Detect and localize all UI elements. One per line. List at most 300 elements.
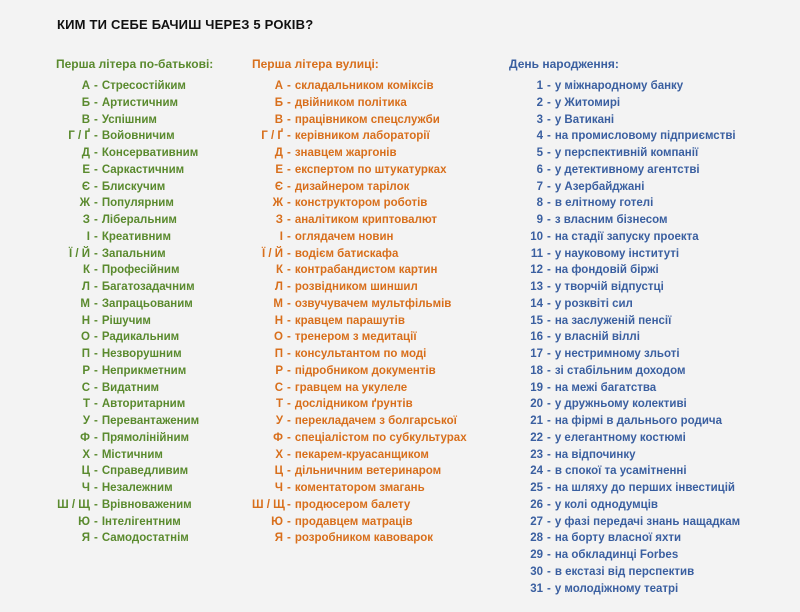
item-value: у перспективній компанії xyxy=(554,147,699,159)
item-value: на фірмі в дальнього родича xyxy=(554,415,722,427)
item-value: у нестримному зльоті xyxy=(554,348,680,360)
list-item xyxy=(252,279,467,296)
list-item xyxy=(252,329,467,346)
list-item xyxy=(56,480,213,497)
item-value: Блискучим xyxy=(101,180,166,193)
item-value: керівником лабораторії xyxy=(294,130,430,143)
list-item xyxy=(252,396,467,413)
item-key: М xyxy=(273,297,283,310)
item-value: на відпочинку xyxy=(554,448,636,461)
item-value: двійником політика xyxy=(294,96,407,109)
item-value: у детективному агентстві xyxy=(554,163,700,176)
list-item xyxy=(509,279,740,296)
item-key: Є xyxy=(274,180,283,193)
list-item xyxy=(56,430,213,447)
item-separator: - xyxy=(94,264,98,277)
item-separator: - xyxy=(94,381,98,394)
list-item xyxy=(252,296,467,313)
list-item xyxy=(509,246,740,263)
item-key: 5 xyxy=(536,147,543,159)
item-separator: - xyxy=(94,398,98,411)
list-item xyxy=(509,262,740,279)
item-key: В xyxy=(81,113,90,126)
item-separator: - xyxy=(94,197,98,210)
item-key: Т xyxy=(82,398,90,411)
item-separator: - xyxy=(547,96,551,109)
item-separator: - xyxy=(547,448,551,461)
item-key: П xyxy=(274,348,283,360)
item-value: контрабандистом картин xyxy=(294,264,438,277)
item-value: на стадії запуску проекта xyxy=(554,230,699,243)
item-separator: - xyxy=(94,498,98,511)
item-separator: - xyxy=(547,314,551,327)
item-value: у розквіті сил xyxy=(554,297,633,310)
list-item xyxy=(509,179,740,196)
item-key: І xyxy=(279,230,283,243)
list-item xyxy=(252,313,467,330)
item-key: З xyxy=(82,214,90,226)
list-item xyxy=(252,78,467,95)
item-key: К xyxy=(275,264,283,277)
list-item xyxy=(252,514,467,531)
item-value: Консервативним xyxy=(101,147,199,159)
list-item xyxy=(56,246,213,263)
list-item xyxy=(509,112,740,129)
item-key: Ц xyxy=(274,465,283,478)
item-separator: - xyxy=(547,515,551,528)
item-key: 7 xyxy=(536,180,543,193)
item-key: 23 xyxy=(530,448,543,461)
list-item xyxy=(56,128,213,145)
birthday-column-header: День народження: xyxy=(509,57,619,71)
item-value: Містичним xyxy=(101,448,163,461)
item-key: Ж xyxy=(272,197,283,210)
item-separator: - xyxy=(547,163,551,176)
item-separator: - xyxy=(547,331,551,344)
birthday-column xyxy=(509,56,740,597)
list-item xyxy=(56,179,213,196)
item-separator: - xyxy=(287,163,291,176)
item-separator: - xyxy=(287,431,291,444)
item-separator: - xyxy=(547,582,551,595)
item-key: Х xyxy=(275,448,283,461)
item-value: продюсером балету xyxy=(294,498,411,511)
list-item xyxy=(56,514,213,531)
item-separator: - xyxy=(94,532,98,545)
item-separator: - xyxy=(287,398,291,411)
birthday-list xyxy=(509,78,740,597)
item-separator: - xyxy=(287,465,291,478)
item-value: у елегантному костюмі xyxy=(554,431,686,444)
list-item xyxy=(252,413,467,430)
item-separator: - xyxy=(94,147,98,159)
list-item xyxy=(509,363,740,380)
item-key: Л xyxy=(274,281,283,293)
item-value: Прямолінійним xyxy=(101,431,190,444)
item-value: в спокої та усамітненні xyxy=(554,465,687,478)
item-key: 14 xyxy=(530,297,543,310)
list-item xyxy=(509,564,740,581)
item-key: Є xyxy=(81,180,90,193)
item-value: у Ватикані xyxy=(554,113,615,126)
page-title: КИМ ТИ СЕБЕ БАЧИШ ЧЕРЕЗ 5 РОКІВ? xyxy=(57,17,314,32)
item-separator: - xyxy=(287,96,291,109)
item-value: у власній віллі xyxy=(554,331,640,344)
item-key: 1 xyxy=(536,80,543,92)
item-value: гравцем на укулеле xyxy=(294,381,408,394)
item-value: Стресостійким xyxy=(101,80,186,92)
item-separator: - xyxy=(547,549,551,561)
item-key: Ф xyxy=(273,431,283,444)
item-separator: - xyxy=(547,264,551,277)
item-value: Саркастичним xyxy=(101,163,185,176)
item-value: в екстазі від перспектив xyxy=(554,565,695,578)
item-value: на промисловому підприємстві xyxy=(554,130,736,143)
item-key: 20 xyxy=(530,398,543,411)
item-separator: - xyxy=(94,297,98,310)
item-key: 15 xyxy=(530,314,543,327)
item-value: Незалежним xyxy=(101,482,173,494)
item-value: Радикальним xyxy=(101,331,180,344)
item-key: З xyxy=(275,214,283,226)
item-separator: - xyxy=(287,113,291,126)
item-separator: - xyxy=(287,147,291,159)
list-item xyxy=(252,229,467,246)
list-item xyxy=(56,95,213,112)
item-value: пекарем-круасанщиком xyxy=(294,448,429,461)
item-value: дільничним ветеринаром xyxy=(294,465,442,478)
item-separator: - xyxy=(94,431,98,444)
item-separator: - xyxy=(287,197,291,210)
item-key: С xyxy=(274,381,283,394)
item-key: 27 xyxy=(530,515,543,528)
list-item xyxy=(252,497,467,514)
item-separator: - xyxy=(94,130,98,143)
item-value: Видатним xyxy=(101,381,160,394)
item-value: знавцем жаргонів xyxy=(294,147,397,159)
item-value: складальником коміксів xyxy=(294,80,434,92)
item-key: С xyxy=(81,381,90,394)
item-separator: - xyxy=(287,364,291,377)
item-value: озвучувачем мультфільмів xyxy=(294,297,452,310)
item-value: на борту власної яхти xyxy=(554,532,682,545)
list-item xyxy=(56,229,213,246)
patronymic-column xyxy=(56,56,213,547)
list-item xyxy=(56,162,213,179)
item-key: 19 xyxy=(530,381,543,394)
item-separator: - xyxy=(547,381,551,394)
list-item xyxy=(252,430,467,447)
list-item xyxy=(56,195,213,212)
list-item xyxy=(509,463,740,480)
item-separator: - xyxy=(94,331,98,344)
item-key: Я xyxy=(274,532,283,545)
item-value: на межі багатства xyxy=(554,381,657,394)
list-item xyxy=(509,313,740,330)
list-item xyxy=(56,145,213,162)
item-key: Б xyxy=(274,96,283,109)
list-item xyxy=(252,212,467,229)
item-separator: - xyxy=(547,147,551,159)
item-separator: - xyxy=(547,230,551,243)
item-separator: - xyxy=(547,565,551,578)
list-item xyxy=(509,581,740,598)
list-item xyxy=(509,195,740,212)
item-value: у міжнародному банку xyxy=(554,80,684,92)
list-item xyxy=(56,212,213,229)
item-key: У xyxy=(275,415,283,427)
item-separator: - xyxy=(94,230,98,243)
list-item xyxy=(509,430,740,447)
item-key: Ї / Й xyxy=(261,247,283,260)
list-item xyxy=(252,380,467,397)
item-separator: - xyxy=(287,415,291,427)
item-separator: - xyxy=(547,532,551,545)
item-separator: - xyxy=(287,331,291,344)
item-separator: - xyxy=(94,180,98,193)
item-separator: - xyxy=(287,381,291,394)
item-key: 31 xyxy=(530,582,543,595)
item-value: Ліберальним xyxy=(101,214,177,226)
item-key: Ч xyxy=(274,482,283,494)
item-value: Незворушним xyxy=(101,348,182,360)
item-value: з власним бізнесом xyxy=(554,214,668,226)
item-value: на обкладинці Forbes xyxy=(554,549,679,561)
item-separator: - xyxy=(94,448,98,461)
item-key: Р xyxy=(82,364,90,377)
item-value: спеціалістом по субкультурах xyxy=(294,431,467,444)
item-key: 9 xyxy=(536,214,543,226)
list-item xyxy=(56,279,213,296)
item-separator: - xyxy=(547,398,551,411)
item-value: на заслуженій пенсії xyxy=(554,314,672,327)
item-separator: - xyxy=(287,230,291,243)
list-item xyxy=(252,145,467,162)
item-value: розробником кавоварок xyxy=(294,532,434,545)
item-separator: - xyxy=(94,482,98,494)
item-key: А xyxy=(81,80,90,92)
list-item xyxy=(252,346,467,363)
item-value: дизайнером тарілок xyxy=(294,180,410,193)
list-item xyxy=(56,497,213,514)
list-item xyxy=(56,463,213,480)
item-key: Д xyxy=(81,147,90,159)
item-value: Багатозадачним xyxy=(101,281,195,293)
item-value: коментатором змагань xyxy=(294,482,425,494)
list-item xyxy=(56,396,213,413)
list-item xyxy=(509,447,740,464)
item-separator: - xyxy=(94,113,98,126)
item-key: 16 xyxy=(530,331,543,344)
street-column-header: Перша літера вулиці: xyxy=(252,57,379,71)
item-separator: - xyxy=(547,297,551,310)
item-separator: - xyxy=(287,482,291,494)
item-value: Професійним xyxy=(101,264,180,277)
item-value: Неприкметним xyxy=(101,364,187,377)
item-separator: - xyxy=(547,482,551,494)
item-separator: - xyxy=(547,498,551,511)
item-separator: - xyxy=(547,465,551,478)
list-item xyxy=(252,480,467,497)
item-separator: - xyxy=(94,214,98,226)
item-separator: - xyxy=(94,348,98,360)
item-key: Ч xyxy=(81,482,90,494)
item-separator: - xyxy=(287,515,291,528)
street-list xyxy=(252,78,467,547)
list-item xyxy=(56,413,213,430)
item-separator: - xyxy=(547,180,551,193)
list-item xyxy=(252,246,467,263)
item-key: 8 xyxy=(536,197,543,210)
item-key: Ш / Щ xyxy=(252,498,285,511)
list-item xyxy=(252,195,467,212)
item-key: Ц xyxy=(81,465,90,478)
item-separator: - xyxy=(94,96,98,109)
item-key: 17 xyxy=(530,348,543,360)
item-key: А xyxy=(274,80,283,92)
item-key: Ї / Й xyxy=(68,247,90,260)
list-item xyxy=(509,346,740,363)
item-separator: - xyxy=(287,130,291,143)
item-key: К xyxy=(82,264,90,277)
item-value: у Азербайджані xyxy=(554,180,645,193)
list-item xyxy=(509,514,740,531)
item-value: перекладачем з болгарської xyxy=(294,415,457,427)
item-separator: - xyxy=(94,281,98,293)
item-value: у колі однодумців xyxy=(554,498,658,511)
item-separator: - xyxy=(94,515,98,528)
item-separator: - xyxy=(287,80,291,92)
item-separator: - xyxy=(94,415,98,427)
item-separator: - xyxy=(94,465,98,478)
list-item xyxy=(56,296,213,313)
item-key: 11 xyxy=(530,247,543,260)
item-key: Г / Ґ xyxy=(68,130,90,143)
street-column xyxy=(252,56,467,547)
list-item xyxy=(56,329,213,346)
item-separator: - xyxy=(287,297,291,310)
list-item xyxy=(252,128,467,145)
item-value: конструктором роботів xyxy=(294,197,428,210)
item-value: Войовничим xyxy=(101,130,175,143)
item-separator: - xyxy=(547,415,551,427)
list-item xyxy=(56,112,213,129)
item-value: у творчій відпустці xyxy=(554,281,664,293)
item-key: Р xyxy=(275,364,283,377)
item-key: 2 xyxy=(536,96,543,109)
item-value: у Житомирі xyxy=(554,96,621,109)
item-key: Н xyxy=(81,314,90,327)
list-item xyxy=(56,380,213,397)
item-key: Д xyxy=(274,147,283,159)
item-separator: - xyxy=(547,113,551,126)
item-value: Авторитарним xyxy=(101,398,186,411)
item-value: розвідником шиншил xyxy=(294,281,418,293)
item-separator: - xyxy=(287,348,291,360)
item-separator: - xyxy=(94,247,98,260)
item-key: 18 xyxy=(530,364,543,377)
list-item xyxy=(252,162,467,179)
item-separator: - xyxy=(287,264,291,277)
item-separator: - xyxy=(547,348,551,360)
item-key: У xyxy=(82,415,90,427)
item-key: М xyxy=(80,297,90,310)
item-separator: - xyxy=(547,281,551,293)
item-separator: - xyxy=(547,431,551,444)
list-item xyxy=(56,447,213,464)
item-key: І xyxy=(86,230,90,243)
item-value: Самодостатнім xyxy=(101,532,189,545)
list-item xyxy=(252,179,467,196)
list-item xyxy=(509,480,740,497)
item-key: 28 xyxy=(530,532,543,545)
list-item xyxy=(509,296,740,313)
item-key: Е xyxy=(275,163,283,176)
item-value: аналітиком криптовалют xyxy=(294,214,438,226)
list-item xyxy=(509,497,740,514)
list-item xyxy=(509,95,740,112)
item-separator: - xyxy=(287,498,291,511)
item-value: в елітному готелі xyxy=(554,197,654,210)
item-value: Успішним xyxy=(101,113,157,126)
item-separator: - xyxy=(94,163,98,176)
list-item xyxy=(252,447,467,464)
item-value: Креативним xyxy=(101,230,171,243)
item-value: зі стабільним доходом xyxy=(554,364,686,377)
item-value: на фондовій біржі xyxy=(554,264,659,277)
list-item xyxy=(509,162,740,179)
item-separator: - xyxy=(547,80,551,92)
item-separator: - xyxy=(547,364,551,377)
item-separator: - xyxy=(547,214,551,226)
item-value: Артистичним xyxy=(101,96,179,109)
item-separator: - xyxy=(287,532,291,545)
list-item xyxy=(509,380,740,397)
list-item xyxy=(56,530,213,547)
item-key: 29 xyxy=(530,549,543,561)
list-item xyxy=(56,262,213,279)
list-item xyxy=(56,313,213,330)
item-key: Л xyxy=(81,281,90,293)
item-separator: - xyxy=(547,130,551,143)
item-key: 13 xyxy=(530,281,543,293)
item-key: Ю xyxy=(78,515,90,528)
list-item xyxy=(252,530,467,547)
list-item xyxy=(509,145,740,162)
list-item xyxy=(252,112,467,129)
item-key: В xyxy=(274,113,283,126)
item-key: 4 xyxy=(536,130,543,143)
patronymic-column-header: Перша літера по-батькові: xyxy=(56,57,214,71)
item-value: продавцем матраців xyxy=(294,515,413,528)
item-separator: - xyxy=(287,314,291,327)
item-separator: - xyxy=(94,314,98,327)
item-separator: - xyxy=(94,80,98,92)
item-value: водієм батискафа xyxy=(294,247,399,260)
item-separator: - xyxy=(287,214,291,226)
item-separator: - xyxy=(547,197,551,210)
item-value: дослідником ґрунтів xyxy=(294,398,413,411)
item-value: у дружньому колективі xyxy=(554,398,687,411)
item-value: Запрацьованим xyxy=(101,297,193,310)
item-separator: - xyxy=(287,448,291,461)
item-value: консультантом по моді xyxy=(294,348,427,360)
item-key: Ф xyxy=(80,431,90,444)
item-value: у молодіжному театрі xyxy=(554,582,679,595)
item-key: 21 xyxy=(530,415,543,427)
item-key: Ж xyxy=(79,197,90,210)
item-key: Ю xyxy=(271,515,283,528)
